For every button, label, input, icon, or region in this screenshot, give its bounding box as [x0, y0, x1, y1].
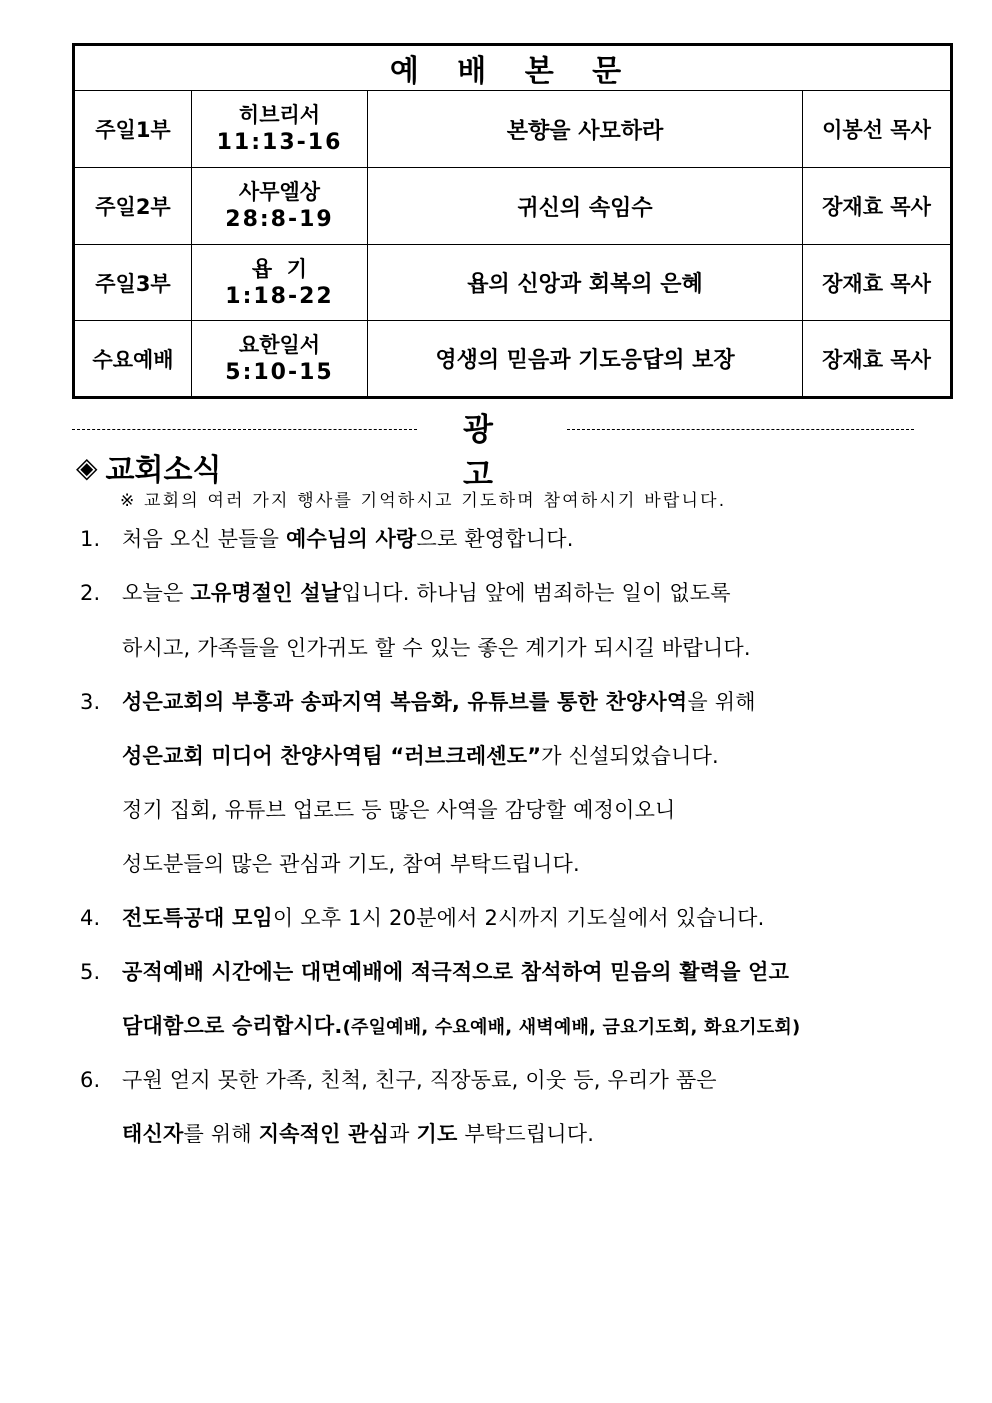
section-title [76, 445, 221, 489]
item-text: 으로 환영합니다. [416, 527, 574, 551]
list-item-cont [122, 740, 719, 770]
item-number: 6. [80, 1068, 101, 1092]
passage [192, 245, 368, 321]
sermon-title: 본향을 사모하라 [368, 91, 803, 168]
item-text: 부탁드립니다. [457, 1122, 595, 1146]
item-text-bold: 태신자 [122, 1122, 184, 1146]
item-text-bold: 지속적인 관심 [258, 1122, 390, 1146]
item-text-bold: 성은교회 미디어 찬양사역팀 “러브크레센도” [122, 744, 542, 768]
item-text: 구원 얻지 못한 가족, 친척, 친구, 직장동료, 이웃 등, 우리가 품은 [122, 1068, 717, 1092]
sermon-table [72, 43, 953, 399]
item-text-bold: (주일예배, 수요예배, 새벽예배, 금요기도회, 화요기도회) [342, 1017, 801, 1038]
list-item-cont [122, 1118, 594, 1148]
item-number: 4. [80, 906, 101, 930]
service-name: 주일3부 [74, 245, 192, 321]
passage-ref: 1:18-22 [225, 283, 334, 309]
item-text-bold: 전도특공대 모임 [122, 906, 273, 930]
list-item [80, 523, 574, 553]
table-title: 예 배 본 문 [74, 45, 952, 91]
passage-ref: 28:8-19 [225, 207, 334, 232]
list-item [80, 577, 731, 607]
item-text: 을 위해 [687, 690, 756, 714]
item-text-bold: 성은교회의 부흥과 송파지역 복음화, 유튜브를 통한 찬양사역 [122, 690, 688, 714]
item-number: 1. [80, 527, 101, 551]
list-item [80, 902, 765, 932]
passage-book: 사무엘상 [238, 180, 321, 204]
item-text: 하시고, 가족들을 인가귀도 할 수 있는 좋은 계기가 되시길 바랍니다. [122, 636, 751, 660]
list-item [80, 686, 756, 716]
passage [192, 91, 368, 168]
list-item [80, 956, 789, 986]
item-number: 3. [80, 690, 101, 714]
passage [192, 168, 368, 245]
sermon-title: 욥의 신앙과 회복의 은혜 [368, 245, 803, 321]
item-text: 가 신설되었습니다. [541, 744, 719, 768]
list-item-cont [122, 794, 676, 824]
passage-book: 요한일서 [238, 332, 321, 357]
item-text-bold: 담대함으로 승리합시다. [122, 1014, 343, 1038]
item-text: 입니다. 하나님 앞에 범죄하는 일이 없도록 [341, 581, 731, 605]
section-title-text: 교회소식 [105, 453, 222, 488]
list-item-cont [122, 632, 751, 662]
preacher: 장재효 목사 [803, 245, 952, 321]
passage-ref: 5:10-15 [225, 359, 334, 385]
divider [567, 429, 914, 430]
service-name: 주일1부 [74, 91, 192, 168]
table-row [74, 245, 952, 321]
service-name: 주일2부 [74, 168, 192, 245]
item-text: 오늘은 [122, 581, 191, 605]
preacher: 장재효 목사 [803, 321, 952, 398]
table-row [74, 91, 952, 168]
section-note: ※ 교회의 여러 가지 행사를 기억하시고 기도하며 참여하시기 바랍니다. [120, 491, 727, 511]
passage-book: 히브리서 [238, 103, 321, 127]
sermon-title: 영생의 믿음과 기도응답의 보장 [368, 321, 803, 398]
service-name: 수요예배 [74, 321, 192, 398]
item-text: 정기 집회, 유튜브 업로드 등 많은 사역을 감당할 예정이오니 [122, 798, 676, 822]
sermon-title: 귀신의 속임수 [368, 168, 803, 245]
item-text-bold: 공적예배 시간에는 대면예배에 적극적으로 참석하여 믿음의 활력을 얻고 [122, 960, 790, 984]
announcement-title: 광 고 [463, 412, 521, 493]
item-text: 과 [389, 1122, 417, 1146]
list-item-cont [122, 1010, 800, 1040]
item-text: 이 오후 1시 20분에서 2시까지 기도실에서 있습니다. [272, 906, 765, 930]
passage-book: 욥 기 [251, 256, 308, 281]
item-text-bold: 기도 [416, 1122, 458, 1146]
divider [72, 429, 417, 430]
table-row [74, 168, 952, 245]
item-number: 2. [80, 581, 101, 605]
passage-ref: 11:13-16 [216, 130, 343, 155]
item-text: 처음 오신 분들을 [122, 527, 287, 551]
passage [192, 321, 368, 398]
table-row [74, 321, 952, 398]
item-text: 성도분들의 많은 관심과 기도, 참여 부탁드립니다. [122, 852, 580, 876]
item-number: 5. [80, 960, 101, 984]
item-text-bold: 고유명절인 설날 [190, 581, 342, 605]
list-item-cont [122, 848, 580, 878]
preacher: 장재효 목사 [803, 168, 952, 245]
preacher: 이봉선 목사 [803, 91, 952, 168]
diamond-icon: ◈ [76, 450, 98, 484]
item-text: 를 위해 [183, 1122, 259, 1146]
item-text-bold: 예수님의 사랑 [286, 527, 417, 551]
list-item [80, 1064, 717, 1094]
